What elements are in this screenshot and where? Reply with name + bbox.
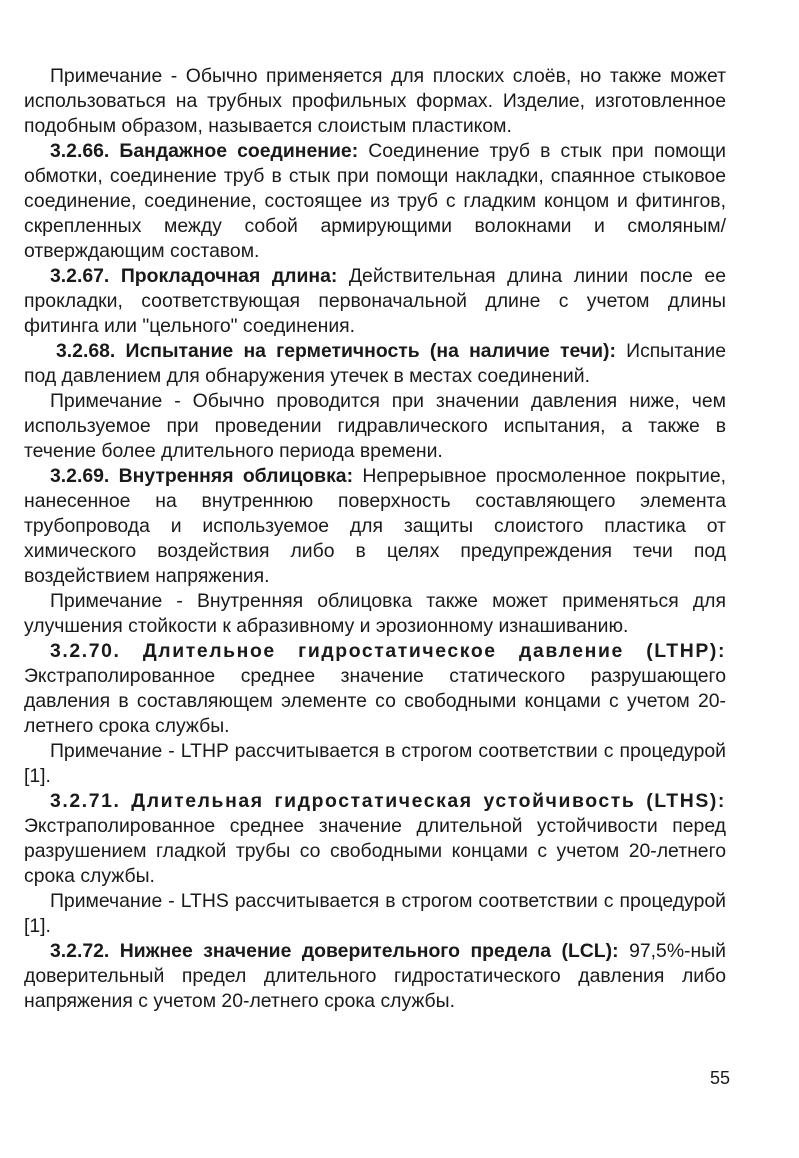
term-paragraph-3-2-70 [24,639,726,739]
term-definition: Непрерывное просмоленное покрытие, нанесенное на внутреннюю поверхность составляющего элемента трубопровода и используемое для защиты слоистого пластика от химического воздействия либо в целях предупреждения течи под воздействием напряжения. [24,465,726,587]
term-heading: 3.2.68. Испытание на герметичность (на наличие течи): [56,340,616,362]
term-paragraph-3-2-72 [24,939,726,1014]
term-definition: Экстраполированное среднее значение статического разрушающего давления в составляющем элементе со свободными концами с учетом 20-летнего срока службы. [24,665,726,737]
page-number: 55 [709,1068,730,1088]
term-heading: 3.2.72. Нижнее значение доверительного предела (LCL): [50,940,619,962]
term-paragraph-3-2-68 [24,339,726,389]
note-paragraph [24,64,726,139]
note-text: Примечание - Внутренняя облицовка также может применяться для улучшения стойкости к абразивному и эрозионному изнашиванию. [24,590,726,637]
note-text: Примечание - Обычно применяется для плоских слоёв, но также может использоваться на трубных профильных формах. Изделие, изготовленное подобным образом, называется слоистым пластиком. [24,65,726,137]
term-heading: 3.2.71. Длительная гидростатическая устойчивость (LTHS): [50,790,726,812]
term-paragraph-3-2-69 [24,464,726,589]
term-paragraph-3-2-71 [24,789,726,889]
term-paragraph-3-2-66 [24,139,726,264]
term-heading: 3.2.66. Бандажное соединение: [50,140,359,162]
document-page [24,64,726,1014]
term-definition: Экстраполированное среднее значение длительной устойчивости перед разрушением гладкой трубы со свободными концами с учетом 20-летнего срока службы. [24,815,726,887]
note-paragraph [24,389,726,464]
note-paragraph [24,889,726,939]
term-definition: Испытание под давлением для обнаружения утечек в местах соединений. [24,340,726,387]
note-text: Примечание - LTHP рассчитывается в строгом соответствии с процедурой [1]. [24,740,726,787]
term-heading: 3.2.69. Внутренняя облицовка: [50,465,354,487]
term-heading: 3.2.70. Длительное гидростатическое давление (LTHP): [50,640,726,662]
term-heading: 3.2.67. Прокладочная длина: [50,265,338,287]
term-definition: 97,5%-ный доверительный предел длительного гидростатического давления либо напряжения с учетом 20-летнего срока службы. [24,940,726,1012]
term-definition: Соединение труб в стык при помощи обмотки, соединение труб в стык при помощи накладки, спаянное стыковое соединение, соединение, состоящее из труб с гладким концом и фитингов, скрепленных между собой армирующими волокнами и смоляным/ отверждающим составом. [24,140,727,262]
note-paragraph [24,589,726,639]
note-text: Примечание - Обычно проводится при значении давления ниже, чем используемое при проведении гидравлического испытания, а также в течение более длительного периода времени. [24,390,726,462]
note-text: Примечание - LTHS рассчитывается в строгом соответствии с процедурой [1]. [24,890,726,937]
note-paragraph [24,739,726,789]
term-paragraph-3-2-67 [24,264,726,339]
term-definition: Действительная длина линии после ее прокладки, соответствующая первоначальной длине с учетом длины фитинга или "цельного" соединения. [24,265,726,337]
